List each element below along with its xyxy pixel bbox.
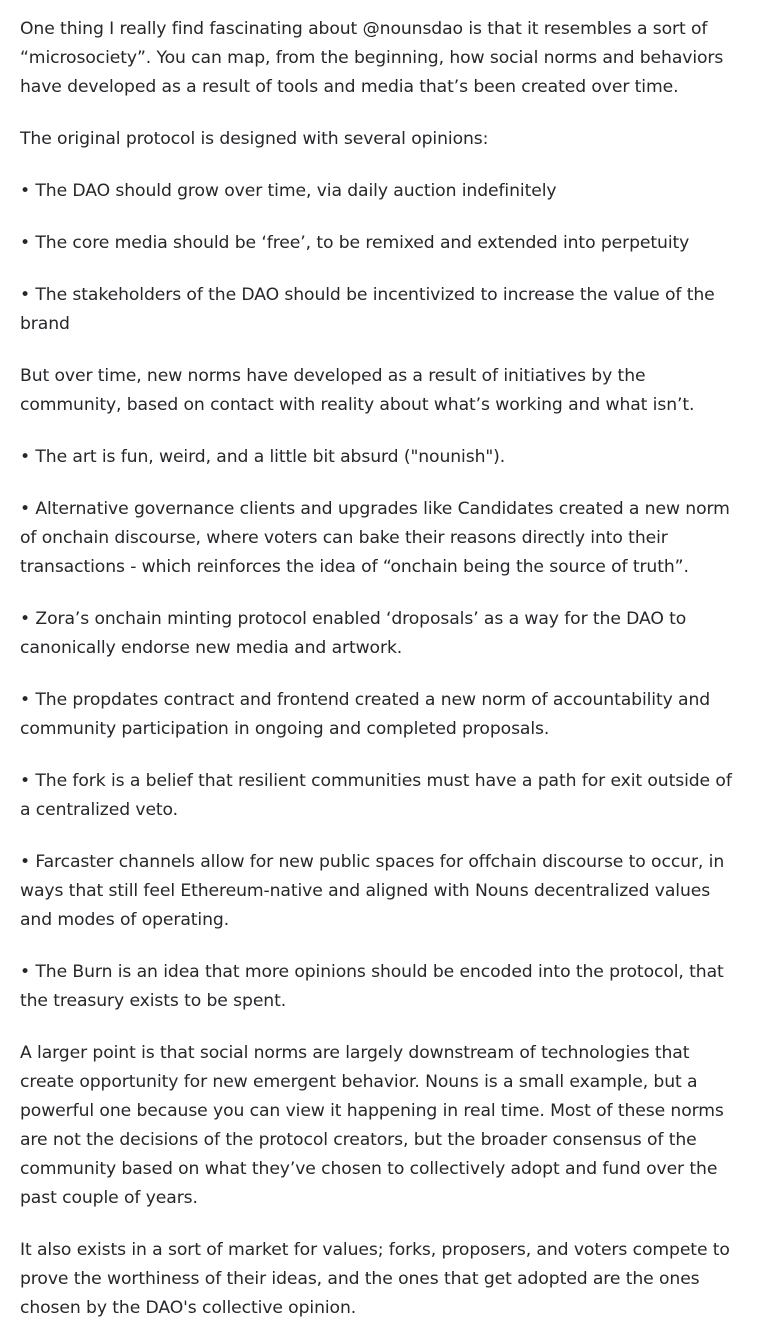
list-item: • The propdates contract and frontend created a new norm of accountability and community participation in ongoing and completed proposals.: [20, 690, 716, 739]
list-item: • The art is fun, weird, and a little bit absurd ("nounish").: [20, 447, 506, 467]
list-item: • The fork is a belief that resilient communities must have a path for exit outside of a centralized veto.: [20, 771, 738, 820]
list-item: • The Burn is an idea that more opinions should be encoded into the protocol, that the treasury exists to be spent.: [20, 962, 730, 1011]
list-item: • The core media should be ‘free’, to be remixed and extended into perpetuity: [20, 233, 690, 253]
paragraph-new-norms: But over time, new norms have developed as a result of initiatives by the community, based on contact with reality about what’s working and what isn’t.: [20, 366, 695, 415]
paragraph-market-for-values: It also exists in a sort of market for values; forks, proposers, and voters compete to prove the worthiness of their ideas, and the ones that get adopted are the ones chosen by the DAO's collective opinion.: [20, 1240, 736, 1318]
list-item: • Zora’s onchain minting protocol enabled ‘droposals’ as a way for the DAO to canonically endorse new media and artwork.: [20, 609, 692, 658]
paragraph-original-protocol: The original protocol is designed with several opinions:: [20, 129, 489, 149]
list-item: • The DAO should grow over time, via daily auction indefinitely: [20, 181, 557, 201]
list-item: • Farcaster channels allow for new public spaces for offchain discourse to occur, in ways that still feel Ethereum-native and aligned with Nouns decentralized values and modes of operating.: [20, 852, 730, 930]
list-item: • The stakeholders of the DAO should be incentivized to increase the value of the brand: [20, 285, 720, 334]
paragraph-intro: One thing I really find fascinating about @nounsdao is that it resembles a sort of “microsociety”. You can map, from the beginning, how social norms and behaviors have developed as a result of tools and media that’s been created over time.: [20, 19, 729, 97]
paragraph-larger-point: A larger point is that social norms are largely downstream of technologies that create opportunity for new emergent behavior. Nouns is a small example, but a powerful one because you can view it happening in real time. Most of these norms are not the decisions of the protocol creators, but the broader consensus of the community based on what they’ve chosen to collectively adopt and fund over the past couple of years.: [20, 1043, 730, 1208]
list-item: • Alternative governance clients and upgrades like Candidates created a new norm of onchain discourse, where voters can bake their reasons directly into their transactions - which reinforces the idea of “onchain being the source of truth”.: [20, 499, 736, 577]
